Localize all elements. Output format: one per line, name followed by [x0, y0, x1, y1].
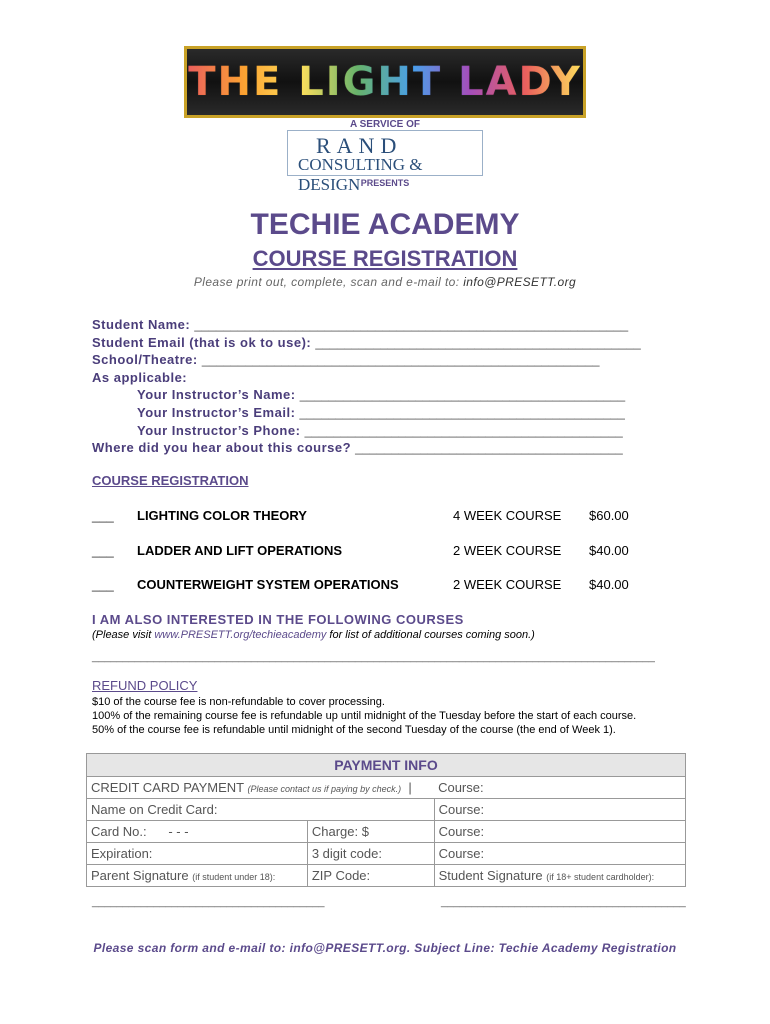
student-signature-line[interactable]: ________________________________________: [441, 896, 686, 908]
rand-line2: CONSULTING & DESIGN: [298, 155, 423, 194]
card-number-field[interactable]: Card No.: - - -: [87, 821, 308, 843]
footer-instructions: Please scan form and e-mail to: info@PRESETT.org. Subject Line: Techie Academy Registration: [93, 941, 677, 955]
visit-note: (Please visit www.PRESETT.org/techieacademy for list of additional courses coming soon.): [92, 629, 535, 641]
logo-text: THE LIGHT LADY: [188, 59, 582, 105]
field-row: As applicable:: [92, 369, 188, 385]
course-field[interactable]: Course:: [434, 799, 685, 821]
techie-academy-link[interactable]: www.PRESETT.org/techieacademy: [154, 629, 327, 641]
field-row[interactable]: Your Instructor’s Phone: ____________________________________________: [137, 422, 623, 438]
field-row[interactable]: Your Instructor’s Name: _____________________________________________: [137, 387, 626, 403]
field-row[interactable]: Student Name: ____________________________________________________________: [92, 317, 629, 332]
instructions: [0, 275, 770, 289]
cc-payment-cell: CREDIT CARD PAYMENT (Please contact us if paying by check.) |: [87, 777, 435, 799]
parent-signature-line[interactable]: ______________________________________: [92, 896, 325, 908]
field-row[interactable]: School/Theatre: _______________________________________________________: [92, 352, 600, 368]
zip-code-field[interactable]: ZIP Code:: [307, 865, 434, 887]
expiration-field[interactable]: Expiration:: [87, 843, 308, 865]
refund-policy-text: $10 of the course fee is non-refundable to cover processing. 100% of the remaining course fee is refundable up until midnight of the Tuesday before the start of each course. 50% of the course fee is refundable until midnight of the second Tuesday of the course (the end of Week 1).: [92, 696, 637, 736]
page-subtitle: COURSE REGISTRATION: [252, 246, 518, 271]
student-signature-field[interactable]: Student Signature (if 18+ student cardholder):: [434, 865, 685, 887]
refund-heading: REFUND POLICY: [92, 678, 198, 693]
field-row[interactable]: Student Email (that is ok to use): _____________________________________________: [92, 334, 641, 350]
field-row[interactable]: Where did you hear about this course? _____________________________________: [92, 440, 623, 456]
field-row[interactable]: Your Instructor’s Email: _____________________________________________: [137, 404, 625, 420]
instructions-email: info@PRESETT.org: [463, 275, 577, 289]
interest-line[interactable]: ____________________________________________________________________________________________: [92, 651, 655, 663]
parent-signature-field[interactable]: Parent Signature (if student under 18):: [87, 865, 308, 887]
rand-line1: RAND: [316, 133, 403, 158]
course-registration-heading: COURSE REGISTRATION: [92, 473, 249, 488]
light-lady-logo: [184, 46, 586, 118]
page-title: TECHIE ACADEMY: [250, 208, 520, 241]
presents-text: PRESENTS: [360, 178, 410, 188]
course-field[interactable]: Course:: [434, 777, 685, 799]
payment-heading: PAYMENT INFO: [87, 754, 686, 777]
payment-table: [86, 753, 686, 887]
instructions-text: Please print out, complete, scan and e-mail to:: [193, 275, 464, 289]
digit-code-field[interactable]: 3 digit code:: [307, 843, 434, 865]
service-of-text: A SERVICE OF: [349, 119, 420, 130]
charge-field[interactable]: Charge: $: [307, 821, 434, 843]
course-field[interactable]: Course:: [434, 843, 685, 865]
name-on-card-field[interactable]: Name on Credit Card:: [87, 799, 435, 821]
student-fields: [92, 316, 641, 457]
course-field[interactable]: Course:: [434, 821, 685, 843]
interest-heading: I AM ALSO INTERESTED IN THE FOLLOWING COURSES: [92, 612, 464, 627]
